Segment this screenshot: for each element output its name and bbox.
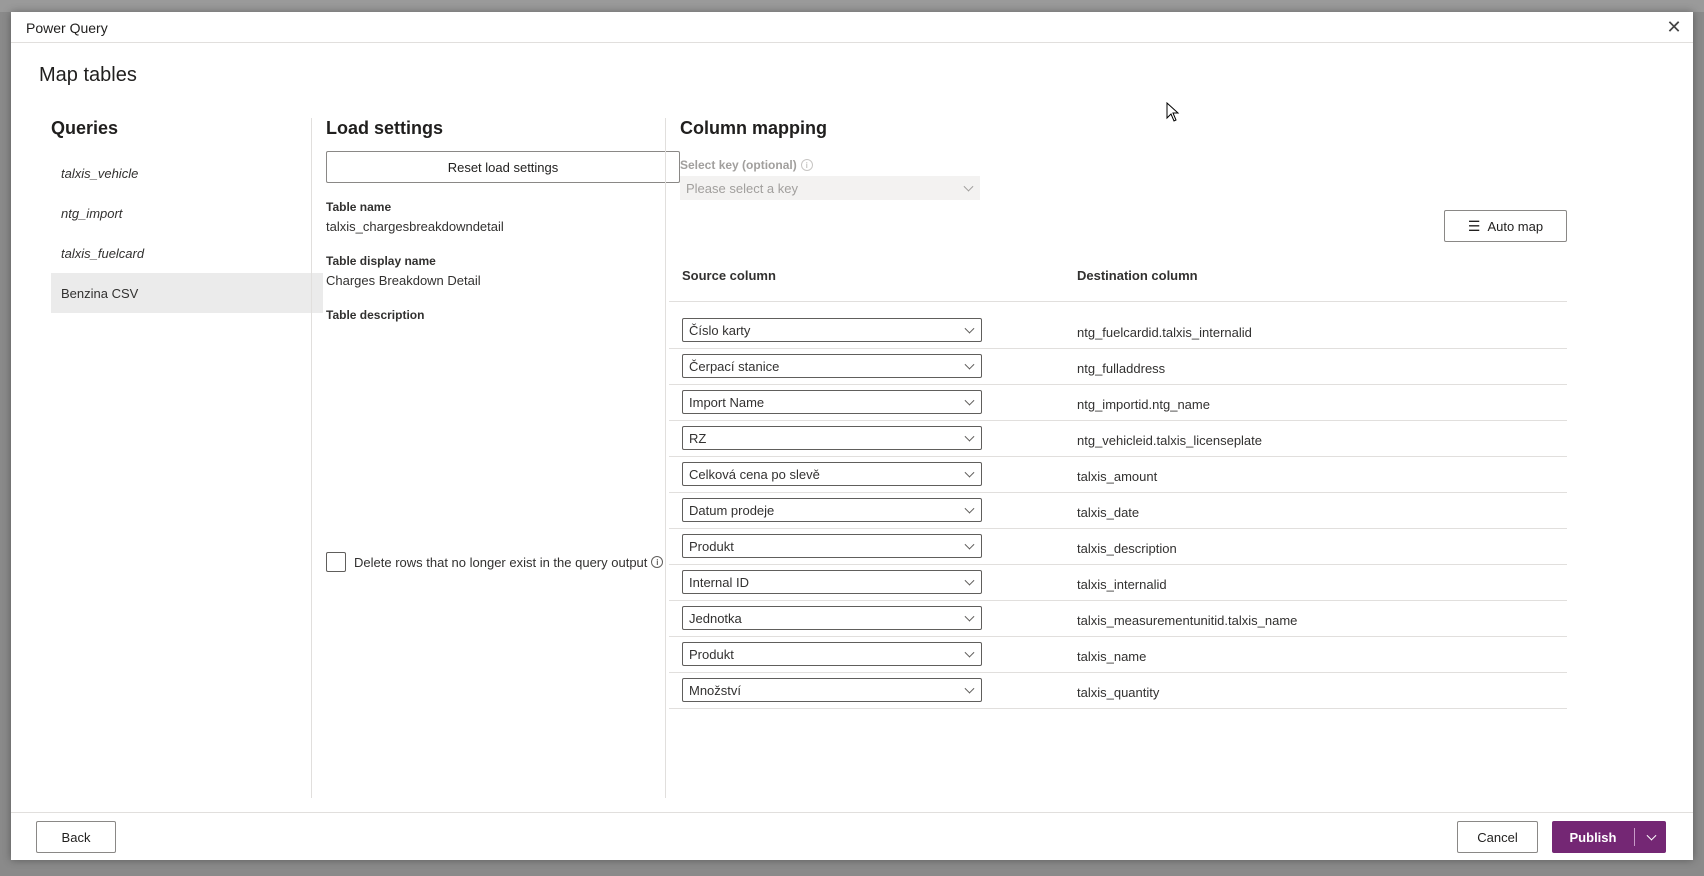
column-mapping-panel xyxy=(669,118,1569,700)
mapping-row xyxy=(669,529,1567,565)
chevron-down-icon xyxy=(965,432,975,442)
load-settings-panel xyxy=(326,118,691,570)
page-title: Map tables xyxy=(39,64,137,86)
table-display-name-field xyxy=(326,254,481,288)
chevron-down-icon xyxy=(965,324,975,334)
mapping-row xyxy=(669,493,1567,529)
table-name-label: Table name xyxy=(326,200,392,214)
table-name-value: talxis_chargesbreakdowndetail xyxy=(326,219,504,234)
mapping-table-header xyxy=(669,268,1567,302)
delete-rows-checkbox[interactable] xyxy=(326,552,346,572)
dialog-footer xyxy=(11,812,1693,860)
source-column-value: Čerpací stanice xyxy=(689,358,780,374)
table-name-field xyxy=(326,200,504,234)
destination-column-value: talxis_date xyxy=(1077,505,1140,520)
source-column-dropdown[interactable] xyxy=(682,678,982,702)
chevron-down-icon xyxy=(965,396,975,406)
source-column-value: RZ xyxy=(689,430,707,446)
mapping-row xyxy=(669,565,1567,601)
table-display-name-label: Table display name xyxy=(326,254,436,268)
chevron-down-icon xyxy=(965,504,975,514)
mapping-rows xyxy=(669,313,1567,709)
divider xyxy=(311,118,312,798)
source-column-dropdown[interactable] xyxy=(682,426,982,450)
mapping-row xyxy=(669,385,1567,421)
query-item[interactable]: ntg_import xyxy=(61,205,123,221)
query-list xyxy=(51,153,323,313)
source-column-dropdown[interactable] xyxy=(682,570,982,594)
chevron-down-icon xyxy=(965,540,975,550)
chevron-down-icon xyxy=(965,576,975,586)
source-column-value: Datum prodeje xyxy=(689,502,775,518)
query-item[interactable]: talxis_vehicle xyxy=(61,165,139,181)
chevron-down-icon xyxy=(1647,831,1657,841)
query-item[interactable]: talxis_fuelcard xyxy=(61,245,145,261)
power-query-dialog xyxy=(11,12,1693,860)
back-button[interactable]: Back xyxy=(36,821,116,853)
publish-split-button xyxy=(1552,821,1666,853)
chevron-down-icon xyxy=(965,612,975,622)
destination-column-value: talxis_quantity xyxy=(1077,685,1160,700)
source-column-dropdown[interactable] xyxy=(682,498,982,522)
destination-column-value: talxis_description xyxy=(1077,541,1177,556)
mapping-row xyxy=(669,421,1567,457)
publish-button[interactable]: Publish xyxy=(1569,829,1617,845)
select-key-placeholder: Please select a key xyxy=(686,180,799,196)
source-column-dropdown[interactable] xyxy=(682,462,982,486)
chevron-down-icon xyxy=(965,684,975,694)
destination-column-value: ntg_vehicleid.talxis_licenseplate xyxy=(1077,433,1263,448)
mapping-row xyxy=(669,349,1567,385)
list-icon: ☰ xyxy=(1467,217,1480,234)
source-column-dropdown[interactable] xyxy=(682,390,982,414)
select-key-label-text: Select key (optional) xyxy=(680,158,797,172)
mapping-row xyxy=(669,601,1567,637)
mapping-row xyxy=(669,673,1567,709)
source-column-value: Číslo karty xyxy=(689,322,751,338)
select-key-label xyxy=(680,158,813,172)
source-column-dropdown[interactable] xyxy=(682,534,982,558)
select-key-dropdown xyxy=(680,176,980,200)
mouse-cursor-icon xyxy=(1166,102,1180,122)
close-icon[interactable]: ✕ xyxy=(1666,16,1682,37)
info-icon: i xyxy=(801,159,813,171)
source-column-value: Jednotka xyxy=(689,610,742,626)
auto-map-button[interactable] xyxy=(1444,210,1567,242)
queries-heading: Queries xyxy=(51,118,119,138)
source-column-value: Celková cena po slevě xyxy=(689,466,820,482)
source-column-dropdown[interactable] xyxy=(682,354,982,378)
destination-column-value: ntg_importid.ntg_name xyxy=(1077,397,1210,412)
source-column-header: Source column xyxy=(682,268,776,283)
background-app-strip xyxy=(0,0,1704,12)
delete-rows-option xyxy=(326,552,663,572)
divider xyxy=(665,118,666,798)
destination-column-value: talxis_name xyxy=(1077,649,1147,664)
chevron-down-icon xyxy=(965,468,975,478)
chevron-down-icon xyxy=(964,182,974,192)
destination-column-value: ntg_fulladdress xyxy=(1077,361,1166,376)
source-column-value: Produkt xyxy=(689,538,734,554)
source-column-value: Import Name xyxy=(689,394,765,410)
destination-column-value: ntg_fuelcardid.talxis_internalid xyxy=(1077,325,1252,340)
mapping-row xyxy=(669,637,1567,673)
cancel-button[interactable]: Cancel xyxy=(1457,821,1538,853)
source-column-dropdown[interactable] xyxy=(682,606,982,630)
queries-panel xyxy=(51,118,323,313)
table-display-name-value: Charges Breakdown Detail xyxy=(326,273,481,288)
source-column-value: Internal ID xyxy=(689,574,749,590)
column-mapping-heading: Column mapping xyxy=(680,118,827,138)
auto-map-label: Auto map xyxy=(1487,218,1544,234)
mapping-row xyxy=(669,313,1567,349)
publish-options-button[interactable] xyxy=(1635,821,1666,853)
window-title: Power Query xyxy=(26,20,108,36)
query-item[interactable]: Benzina CSV xyxy=(51,273,323,313)
reset-load-settings-button[interactable]: Reset load settings xyxy=(326,151,680,183)
source-column-dropdown[interactable] xyxy=(682,318,982,342)
source-column-dropdown[interactable] xyxy=(682,642,982,666)
destination-column-value: talxis_measurementunitid.talxis_name xyxy=(1077,613,1298,628)
table-description-field xyxy=(326,308,424,322)
delete-rows-label: Delete rows that no longer exist in the query output xyxy=(354,554,648,570)
destination-column-header: Destination column xyxy=(1077,268,1198,283)
load-settings-heading: Load settings xyxy=(326,118,444,138)
source-column-value: Množství xyxy=(689,682,742,698)
dialog-titlebar xyxy=(11,12,1693,43)
table-description-label: Table description xyxy=(326,308,425,322)
chevron-down-icon xyxy=(965,360,975,370)
destination-column-value: talxis_amount xyxy=(1077,469,1158,484)
info-icon[interactable]: i xyxy=(651,556,663,568)
destination-column-value: talxis_internalid xyxy=(1077,577,1167,592)
chevron-down-icon xyxy=(965,648,975,658)
source-column-value: Produkt xyxy=(689,646,734,662)
mapping-row xyxy=(669,457,1567,493)
